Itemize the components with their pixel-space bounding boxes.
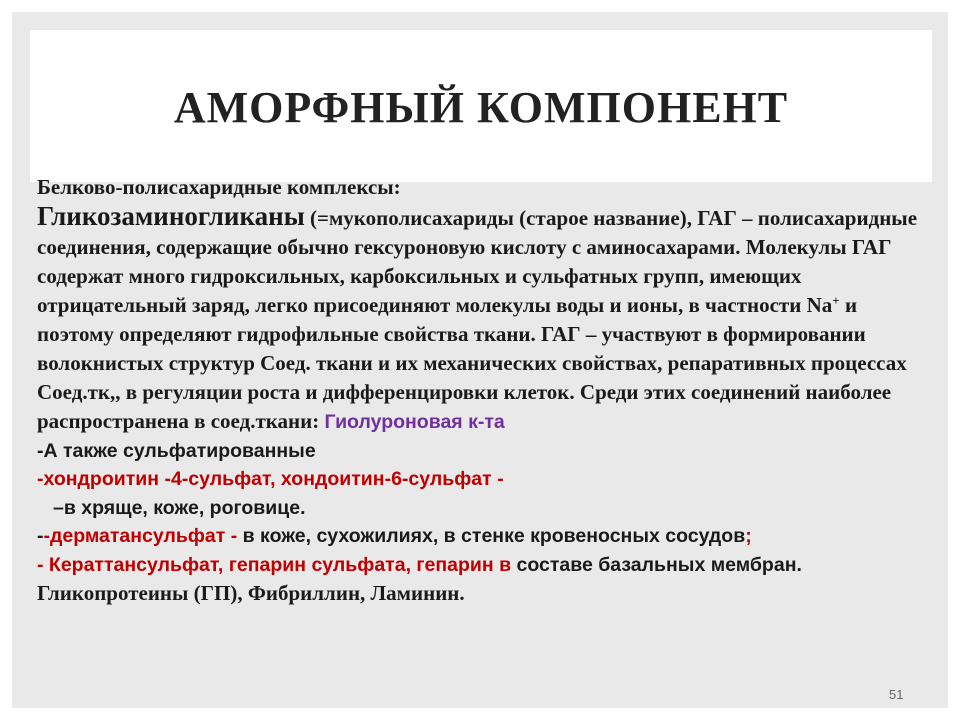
keratan-line	[37, 551, 932, 580]
dermatan-term: -дерматансульфат -	[43, 525, 243, 547]
slide	[12, 12, 948, 708]
gag-term: Гликозаминогликаны	[37, 201, 305, 231]
gag-paragraph	[37, 202, 932, 437]
sodium-superscript: +	[832, 293, 840, 308]
dermatan-prefix: -	[37, 525, 44, 547]
title-box	[30, 30, 932, 182]
keratan-location: составе базальных мембран.	[516, 553, 802, 576]
slide-content	[37, 173, 932, 608]
keratan-term: - Кераттансульфат, гепарин сульфата, гепарин в	[37, 553, 517, 576]
glycoproteins-line: Гликопротеины (ГП), Фибриллин, Ламинин.	[37, 581, 465, 605]
dermatan-end: ;	[745, 525, 752, 547]
slide-title: АМОРФНЫЙ КОМПОНЕНТ	[173, 83, 789, 132]
dermatan-line	[37, 522, 932, 551]
hyaluronic-acid-highlight: Гиолуроновая к-та	[324, 411, 505, 433]
chondroitin-line: -хондроитин -4-сульфат, хондоитин-6-сульфат -	[37, 468, 504, 490]
intro-line: Белково-полисахаридные комплексы:	[37, 175, 401, 199]
gag-definition-continued: и поэтому определяют гидрофильные свойства ткани. ГАГ – участвуют в формировании волокнистых структур Соед. ткани и их механических свойствах, репаративных процессах Соед.тк,, в регуляции роста и дифференцировки клеток. Среди этих соединений наиболее распространена в соед.ткани:	[37, 293, 907, 433]
page-number: 51	[889, 687, 904, 702]
chondroitin-location-line: –в хряще, коже, роговице.	[53, 496, 306, 519]
dermatan-location: в коже, сухожилиях, в стенке кровеносных сосудов	[242, 525, 746, 547]
also-sulfated-line: -А также сульфатированные	[37, 439, 316, 462]
gag-definition: (=мукополисахариды (старое название), ГАГ – полисахаридные соединения, содержащие обычно гексуроновую кислоту с аминосахарами. Молекулы ГАГ содержат много гидроксильных, карбоксильных и сульфатных групп, имеющих отрицательный заряд, легко присоединяют молекулы воды и ионы, в частности Na	[37, 206, 918, 317]
